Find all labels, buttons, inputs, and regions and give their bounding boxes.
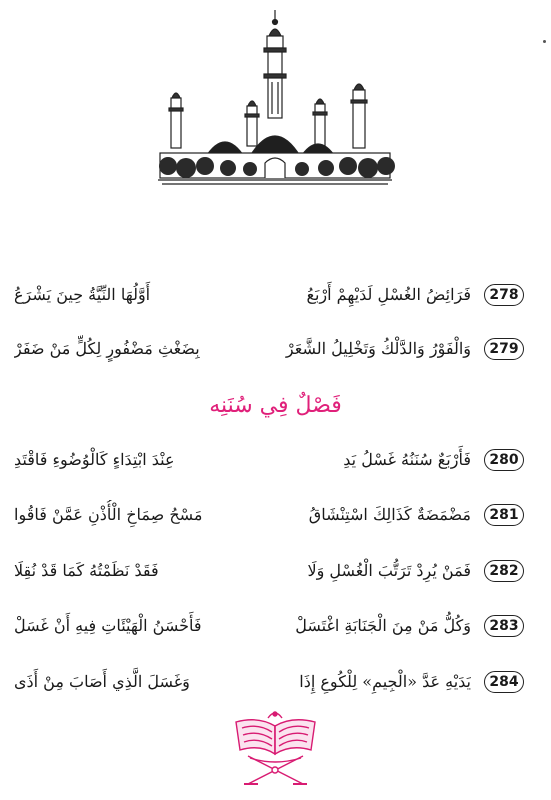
verse-second-hemistich: بِضَغْثِ مَضْفُورٍ لِكُلٍّ مَنْ ضَفَرْ <box>14 339 200 358</box>
verse-first-hemistich: فَمَنْ يُرِدْ تَرَتُّبَ الْغُسْلِ وَلَا <box>307 561 471 580</box>
section-heading: فَصْلٌ فِي سُنَنِه <box>209 393 342 418</box>
verse-row <box>0 280 551 314</box>
page-edge-mark <box>543 40 546 43</box>
verse-first-hemistich: فَرَائِضُ الغُسْلِ لَدَيْهِمْ أَرْبَعُ <box>306 285 471 304</box>
verse-second-hemistich: فَقَدْ نَظَمْتُهُ كَمَا قَدْ نُقِلَا <box>14 561 159 580</box>
verse-row <box>0 334 551 368</box>
verse-number-badge: 282 <box>484 560 524 582</box>
verse-number-badge: 280 <box>484 449 524 471</box>
verse-number-badge: 281 <box>484 504 524 526</box>
verse-second-hemistich: فَأَحْسَنُ الْهَيْئَاتِ فِيهِ أَنْ غَسَلْ <box>14 616 202 635</box>
verse-second-hemistich: أَوَّلُهَا النِّيَّةُ حِينَ يَشْرَعُ <box>14 285 151 304</box>
verse-first-hemistich: وَكُلُّ مَنْ مِنَ الْجَنَابَةِ اغْتَسَلْ <box>295 616 471 635</box>
verse-row <box>0 667 551 701</box>
verse-row <box>0 445 551 479</box>
verse-second-hemistich: مَسْحُ صِمَاخِ الْأُذْنِ عَمَّنْ فَاقُوا <box>14 505 203 524</box>
verse-first-hemistich: وَالْفَوْرُ وَالدَّلْكُ وَتَخْلِيلُ الشَّعَرْ <box>285 339 471 358</box>
verse-row <box>0 556 551 590</box>
verse-number-badge: 279 <box>484 338 524 360</box>
verse-second-hemistich: وَغَسَلَ الَّذِي أَصَابَ مِنْ أَذَى <box>14 672 190 691</box>
verse-first-hemistich: مَضْمَضَةٌ كَذَالِكَ اسْتِنْشَاقُ <box>308 505 471 524</box>
verse-first-hemistich: يَدَيْهِ عَدَّ «الْجِيمِ» لِلْكُوعِ إِذَا <box>299 672 471 691</box>
verse-number-badge: 283 <box>484 615 524 637</box>
verse-row <box>0 500 551 534</box>
quran-on-stand-icon <box>228 708 323 790</box>
verse-row <box>0 611 551 645</box>
mosque-illustration-icon <box>150 8 400 193</box>
verse-number-badge: 278 <box>484 284 524 306</box>
verse-second-hemistich: عِنْدَ ابْتِدَاءٍ كَالْوُضُوءِ فَاقْتَدِ <box>14 450 175 469</box>
verse-number-badge: 284 <box>484 671 524 693</box>
verse-first-hemistich: فَأَرْبَعٌ سُنَنُهُ غَسْلُ يَدِ <box>343 450 471 469</box>
